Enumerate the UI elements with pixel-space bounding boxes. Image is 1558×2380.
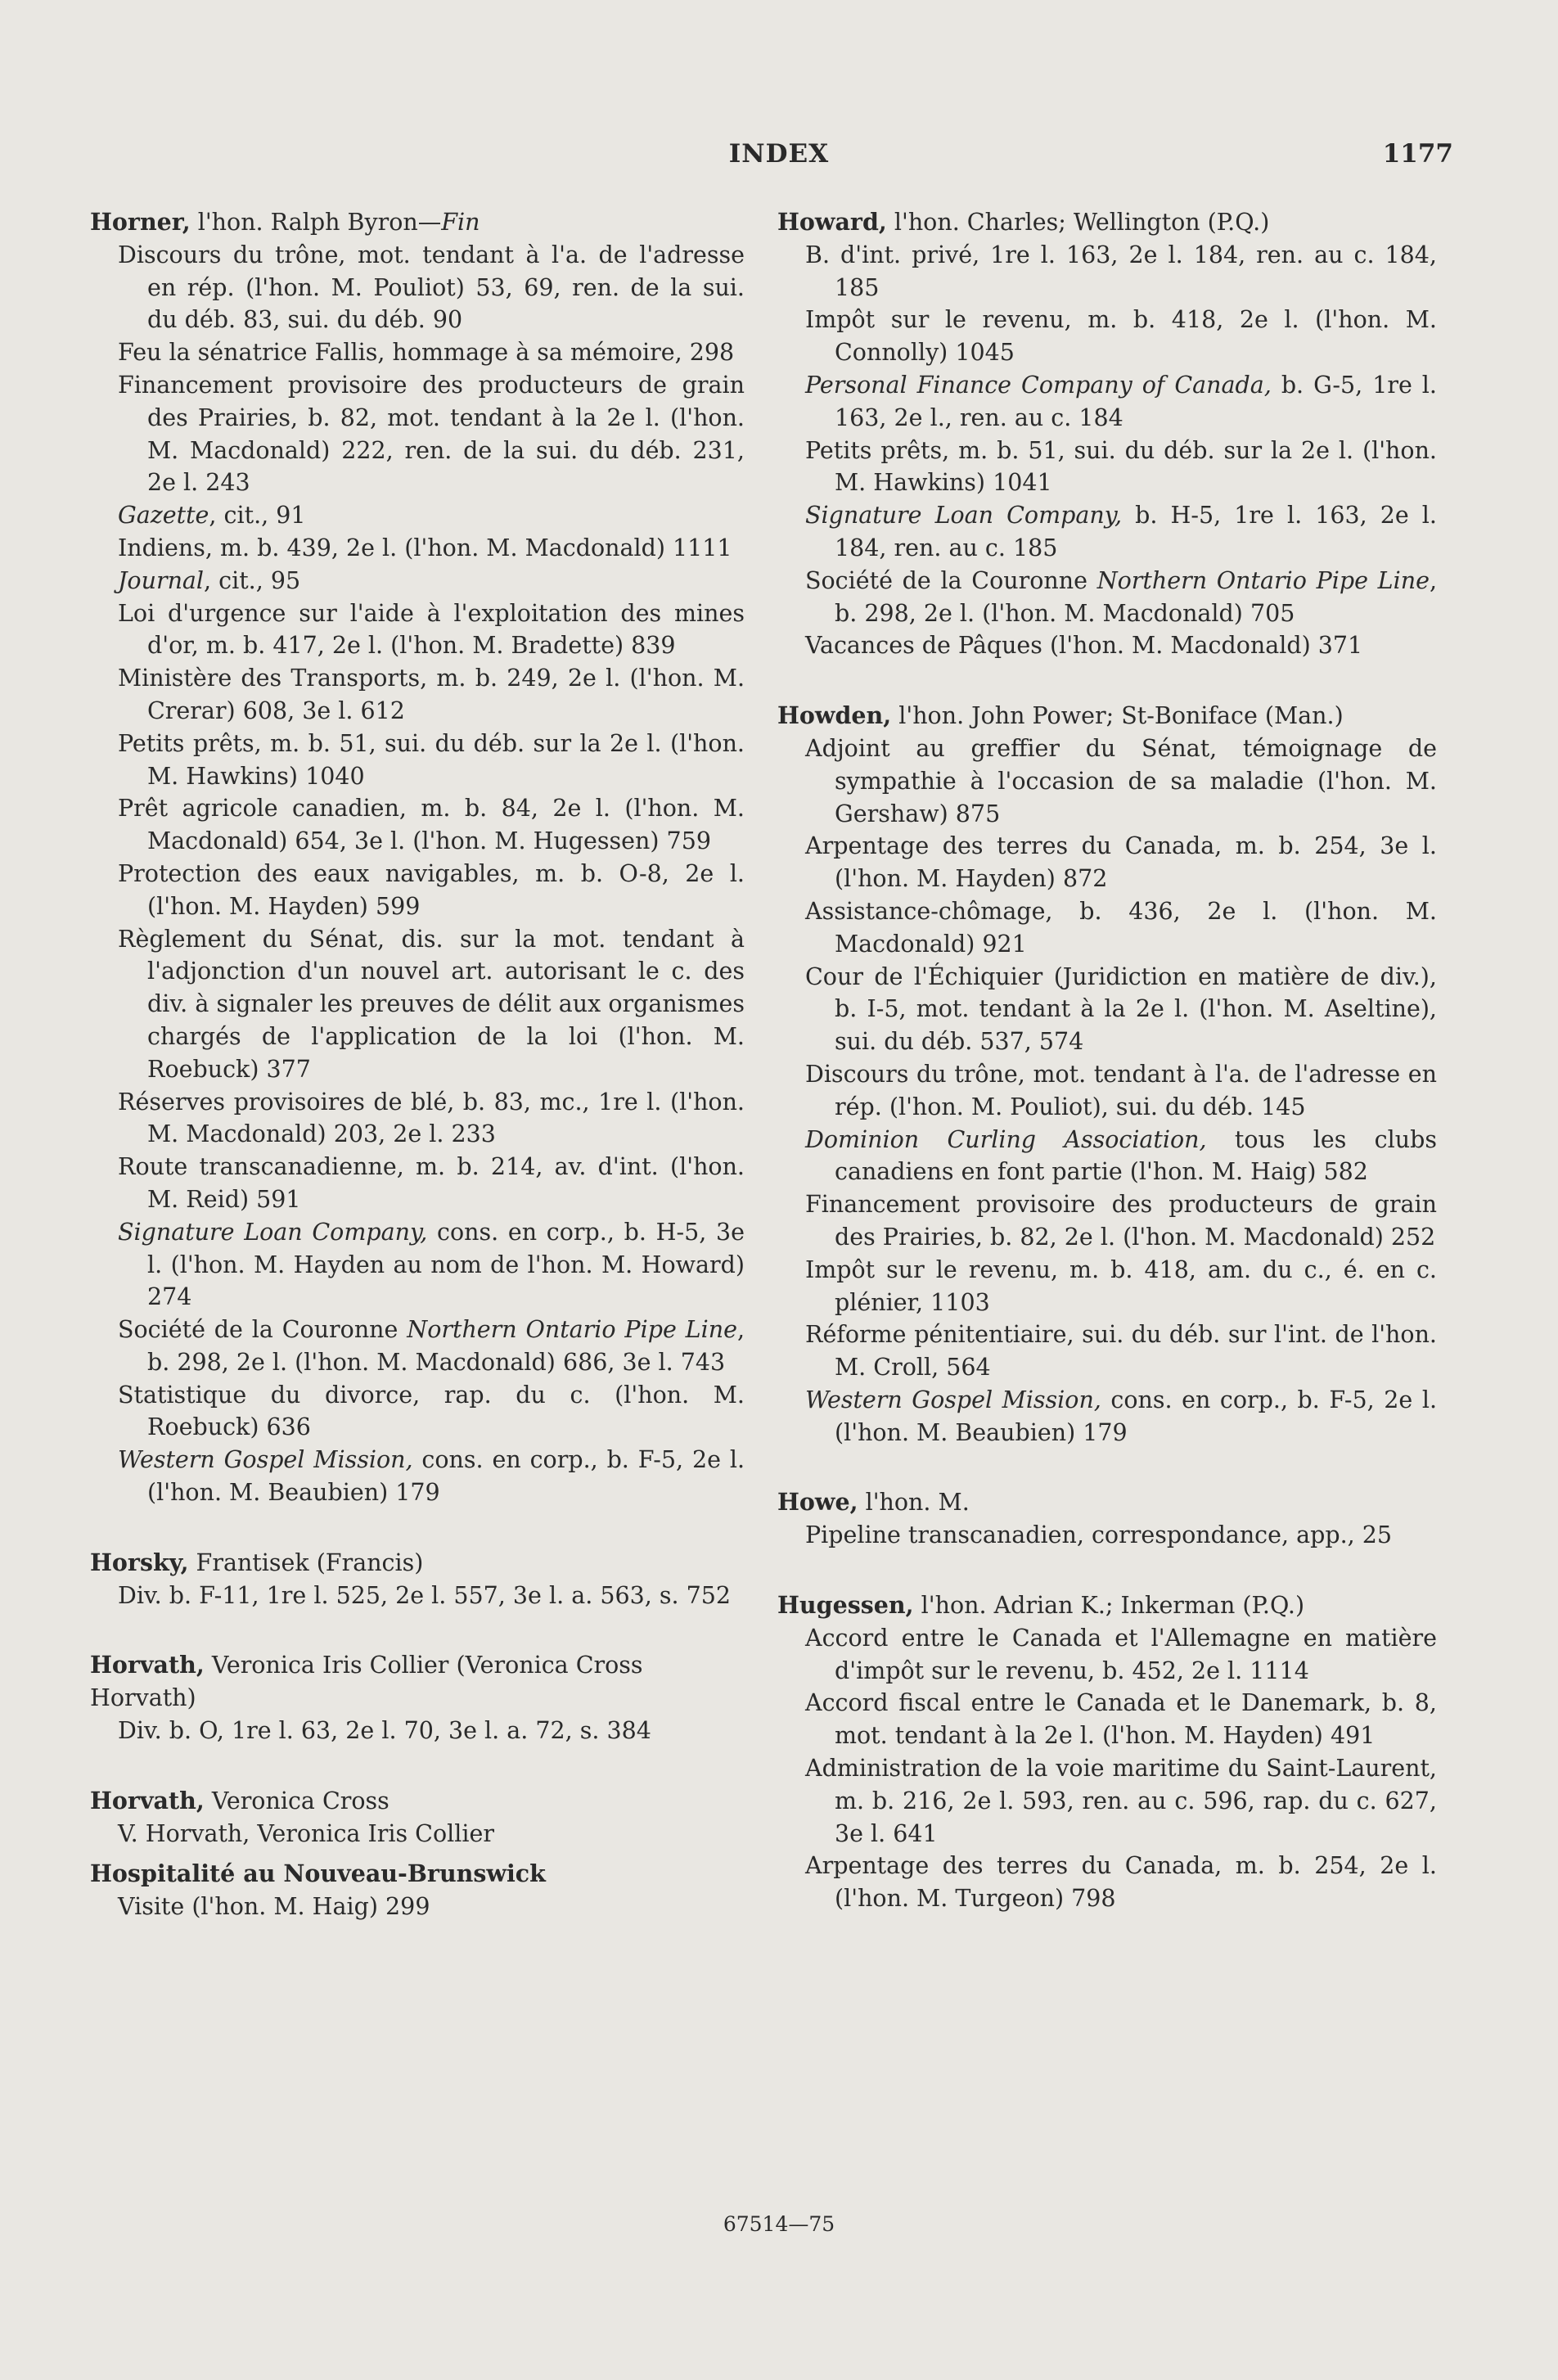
subentry-text: Impôt sur le revenu, m. b. 418, am. du c., é. en c. plénier, 1103 bbox=[805, 1255, 1437, 1316]
entry-descriptor: l'hon. John Power; St-Boniface (Man.) bbox=[891, 702, 1344, 730]
index-subentry bbox=[777, 629, 1437, 662]
index-subentry bbox=[90, 369, 745, 499]
subentry-text: Petits prêts, m. b. 51, sui. du déb. sur la 2e l. (l'hon. M. Hawkins) 1040 bbox=[118, 729, 745, 790]
subentry-text: Impôt sur le revenu, m. b. 418, 2e l. (l'hon. M. Connolly) 1045 bbox=[805, 306, 1437, 367]
entry-name: Howard, bbox=[777, 208, 887, 236]
index-entry-heading bbox=[777, 1486, 1437, 1519]
subentry-text: Vacances de Pâques (l'hon. M. Macdonald) 371 bbox=[805, 632, 1363, 660]
index-subentry bbox=[90, 1580, 745, 1612]
index-subentry bbox=[90, 597, 745, 663]
index-subentry bbox=[777, 732, 1437, 830]
subentry-text: Arpentage des terres du Canada, m. b. 254, 2e l. (l'hon. M. Turgeon) 798 bbox=[805, 1852, 1437, 1913]
index-entry-heading bbox=[777, 1589, 1437, 1622]
entry-name: Howe, bbox=[777, 1488, 858, 1517]
entry-name: Horsky, bbox=[90, 1548, 189, 1576]
entry-name: Horvath, bbox=[90, 1786, 205, 1814]
index-subentry bbox=[777, 304, 1437, 369]
index-subentry bbox=[90, 662, 745, 728]
subentry-text: Route transcanadienne, m. b. 214, av. d'int. (l'hon. M. Reid) 591 bbox=[118, 1153, 745, 1213]
subentry-text: Arpentage des terres du Canada, m. b. 254, 3e l. (l'hon. M. Hayden) 872 bbox=[805, 832, 1437, 893]
subentry-text: Financement provisoire des producteurs de grain des Prairies, b. 82, 2e l. (l'hon. M. Macdonald) 252 bbox=[805, 1191, 1437, 1251]
index-entry bbox=[90, 1547, 745, 1612]
entry-descriptor: l'hon. Ralph Byron— bbox=[190, 209, 442, 236]
subentry-text: Petits prêts, m. b. 51, sui. du déb. sur la 2e l. (l'hon. M. Hawkins) 1041 bbox=[805, 436, 1437, 497]
index-subentry bbox=[777, 499, 1437, 565]
index-subentry bbox=[777, 239, 1437, 304]
entry-descriptor: Veronica Iris Collier (Veronica Cross Horvath) bbox=[90, 1652, 643, 1712]
subentry-text: Société de la Couronne bbox=[805, 566, 1097, 594]
index-subentry bbox=[90, 1086, 745, 1152]
index-subentry bbox=[90, 532, 745, 565]
index-subentry bbox=[777, 895, 1437, 961]
index-entry bbox=[90, 1858, 745, 1923]
index-entry bbox=[777, 1486, 1437, 1552]
index-entry bbox=[777, 700, 1437, 1449]
page-number: 1177 bbox=[1382, 139, 1453, 169]
index-subentry bbox=[90, 923, 745, 1086]
index-subentry bbox=[90, 1444, 745, 1509]
subentry-text: Statistique du divorce, rap. du c. (l'hon. M. Roebuck) 636 bbox=[118, 1381, 745, 1441]
page-footer-code: 67514—75 bbox=[723, 2212, 835, 2236]
entry-name: Hugessen, bbox=[777, 1591, 914, 1620]
entry-descriptor: l'hon. Adrian K.; Inkerman (P.Q.) bbox=[913, 1592, 1305, 1620]
subentry-text: Feu la sénatrice Fallis, hommage à sa mémoire, 298 bbox=[118, 339, 735, 367]
subentry-text: Personal Finance Company of Canada, bbox=[805, 371, 1272, 399]
index-subentry bbox=[90, 1715, 745, 1747]
index-entry bbox=[90, 1785, 745, 1850]
subentry-text: Ministère des Transports, m. b. 249, 2e l. (l'hon. M. Crerar) 608, 3e l. 612 bbox=[118, 665, 745, 724]
index-subentry bbox=[777, 1254, 1437, 1319]
index-subentry bbox=[777, 1519, 1437, 1552]
subentry-text: cons. en corp., b. F-5, 2e l. (l'hon. M. Beaubien) 179 bbox=[835, 1386, 1437, 1446]
left-column bbox=[90, 206, 745, 1923]
subentry-text: Société de la Couronne bbox=[118, 1316, 408, 1344]
subentry-text: , b. 298, 2e l. (l'hon. M. Macdonald) 705 bbox=[835, 566, 1438, 627]
subentry-text: Northern Ontario Pipe Line bbox=[1096, 566, 1430, 594]
subentry-text: Financement provisoire des producteurs de grain des Prairies, b. 82, mot. tendant à la 2e l. (l'hon. M. Macdonald) 222, ren. de la sui. du déb. 231, 2e l. 243 bbox=[118, 371, 745, 497]
index-subentry bbox=[777, 565, 1437, 630]
index-subentry bbox=[777, 1687, 1437, 1752]
subentry-text: Div. b. O, 1re l. 63, 2e l. 70, 3e l. a. 72, s. 384 bbox=[118, 1717, 651, 1745]
entry-name: Horvath, bbox=[90, 1651, 205, 1679]
subentry-text: , cit., 95 bbox=[204, 566, 301, 594]
index-subentry bbox=[777, 830, 1437, 895]
index-subentry bbox=[777, 1384, 1437, 1449]
subentry-text: Div. b. F-11, 1re l. 525, 2e l. 557, 3e l. a. 563, s. 752 bbox=[118, 1581, 731, 1609]
subentry-text: Adjoint au greffier du Sénat, témoignage de sympathie à l'occasion de sa maladie (l'hon. M. Gershaw) 875 bbox=[805, 734, 1437, 827]
page-header-title: INDEX bbox=[728, 139, 830, 169]
subentry-text: Western Gospel Mission, bbox=[118, 1446, 413, 1474]
index-subentry bbox=[90, 336, 745, 369]
index-entry bbox=[777, 1589, 1437, 1915]
index-subentry bbox=[777, 369, 1437, 435]
subentry-text: Administration de la voie maritime du Saint-Laurent, m. b. 216, 2e l. 593, ren. au c. 596, rap. du c. 627, 3e l. 641 bbox=[805, 1755, 1437, 1847]
entry-descriptor: Frantisek (Francis) bbox=[188, 1548, 424, 1576]
index-subentry bbox=[777, 1124, 1437, 1189]
index-entry-heading bbox=[90, 1785, 745, 1818]
index-entry bbox=[777, 206, 1437, 662]
entry-name: Howden, bbox=[777, 701, 892, 730]
index-subentry bbox=[90, 1314, 745, 1379]
subentry-text: Journal bbox=[118, 566, 205, 594]
index-subentry bbox=[90, 499, 745, 532]
subentry-text: Réforme pénitentiaire, sui. du déb. sur l'int. de l'hon. M. Croll, 564 bbox=[805, 1321, 1437, 1382]
subentry-text: Discours du trône, mot. tendant à l'a. de l'adresse en rép. (l'hon. M. Pouliot) 53, 69, ren. de la sui. du déb. 83, sui. du déb. 90 bbox=[118, 241, 745, 334]
subentry-text: Gazette bbox=[118, 502, 209, 530]
subentry-text: Réserves provisoires de blé, b. 83, mc., 1re l. (l'hon. M. Macdonald) 203, 2e l. 233 bbox=[118, 1088, 745, 1148]
index-entry-heading bbox=[90, 206, 745, 239]
subentry-text: Western Gospel Mission, bbox=[805, 1386, 1101, 1413]
subentry-text: , cit., 91 bbox=[209, 502, 306, 530]
subentry-text: tous les clubs canadiens en font partie (l'hon. M. Haig) 582 bbox=[835, 1125, 1437, 1186]
subentry-text: B. d'int. privé, 1re l. 163, 2e l. 184, ren. au c. 184, 185 bbox=[805, 241, 1437, 301]
subentry-text: Accord entre le Canada et l'Allemagne en matière d'impôt sur le revenu, b. 452, 2e l. 1114 bbox=[805, 1624, 1437, 1684]
subentry-text: cons. en corp., b. H-5, 3e l. (l'hon. M. Hayden au nom de l'hon. M. Howard) 274 bbox=[147, 1218, 745, 1311]
subentry-text: Signature Loan Company, bbox=[805, 502, 1123, 530]
subentry-text: Pipeline transcanadien, correspondance, app., 25 bbox=[805, 1521, 1393, 1549]
index-subentry bbox=[90, 1151, 745, 1216]
subentry-text: cons. en corp., b. F-5, 2e l. (l'hon. M. Beaubien) 179 bbox=[147, 1446, 745, 1507]
entry-descriptor: l'hon. Charles; Wellington (P.Q.) bbox=[886, 209, 1270, 236]
entry-name: Horner, bbox=[90, 208, 191, 236]
subentry-text: Dominion Curling Association, bbox=[805, 1125, 1207, 1153]
subentry-text: Discours du trône, mot. tendant à l'a. de l'adresse en rép. (l'hon. M. Pouliot), sui. du déb. 145 bbox=[805, 1060, 1437, 1120]
index-subentry bbox=[90, 792, 745, 858]
subentry-text: Visite (l'hon. M. Haig) 299 bbox=[118, 1893, 430, 1921]
entry-descriptor: l'hon. M. bbox=[858, 1489, 970, 1517]
right-column bbox=[777, 206, 1437, 1915]
index-entry-heading bbox=[90, 1547, 745, 1580]
entry-name: Hospitalité au Nouveau-Brunswick bbox=[90, 1859, 546, 1888]
index-subentry bbox=[90, 728, 745, 793]
subentry-text: Protection des eaux navigables, m. b. O-8, 2e l. (l'hon. M. Hayden) 599 bbox=[118, 859, 745, 920]
index-subentry bbox=[90, 239, 745, 336]
subentry-text: V. Horvath, Veronica Iris Collier bbox=[118, 1819, 494, 1847]
subentry-text: Indiens, m. b. 439, 2e l. (l'hon. M. Macdonald) 1111 bbox=[118, 534, 732, 561]
subentry-text: Accord fiscal entre le Canada et le Danemark, b. 8, mot. tendant à la 2e l. (l'hon. M. Hayden) 491 bbox=[805, 1689, 1437, 1750]
subentry-text: b. G-5, 1re l. 163, 2e l., ren. au c. 184 bbox=[835, 371, 1437, 431]
subentry-text: Assistance-chômage, b. 436, 2e l. (l'hon. M. Macdonald) 921 bbox=[805, 897, 1437, 958]
index-entry-heading bbox=[90, 1649, 745, 1715]
index-subentry bbox=[90, 565, 745, 597]
subentry-text: Loi d'urgence sur l'aide à l'exploitation des mines d'or, m. b. 417, 2e l. (l'hon. M. Bradette) 839 bbox=[118, 599, 745, 660]
index-entry bbox=[90, 206, 745, 1509]
index-subentry bbox=[777, 1058, 1437, 1124]
subentry-text: b. H-5, 1re l. 163, 2e l. 184, ren. au c. 185 bbox=[835, 502, 1437, 561]
index-subentry bbox=[90, 1891, 745, 1923]
subentry-text: Règlement du Sénat, dis. sur la mot. tendant à l'adjonction d'un nouvel art. autorisant le c. des div. à signaler les preuves de délit aux organismes chargés de l'application de la loi (l'hon. M. Roebuck) 377 bbox=[118, 925, 745, 1083]
index-entry-heading bbox=[777, 206, 1437, 239]
index-subentry bbox=[777, 1188, 1437, 1254]
index-subentry bbox=[777, 961, 1437, 1058]
index-entry-heading bbox=[90, 1858, 745, 1891]
index-subentry bbox=[777, 1752, 1437, 1850]
index-subentry bbox=[777, 1850, 1437, 1915]
subentry-text: , b. 298, 2e l. (l'hon. M. Macdonald) 686, 3e l. 743 bbox=[147, 1316, 745, 1376]
entry-descriptor: Veronica Cross bbox=[204, 1787, 390, 1814]
index-subentry bbox=[90, 1216, 745, 1314]
index-entry-heading bbox=[777, 700, 1437, 732]
index-entry bbox=[90, 1649, 745, 1747]
subentry-text: Cour de l'Échiquier (Juridiction en matière de div.), b. I-5, mot. tendant à la 2e l. (l'hon. M. Aseltine), sui. du déb. 537, 574 bbox=[805, 962, 1437, 1056]
subentry-text: Signature Loan Company, bbox=[118, 1218, 428, 1246]
index-subentry bbox=[90, 1379, 745, 1445]
index-subentry bbox=[777, 435, 1437, 500]
index-subentry bbox=[777, 1318, 1437, 1384]
index-subentry bbox=[90, 858, 745, 923]
index-subentry bbox=[777, 1622, 1437, 1688]
subentry-text: Prêt agricole canadien, m. b. 84, 2e l. (l'hon. M. Macdonald) 654, 3e l. (l'hon. M. Hugessen) 759 bbox=[118, 795, 745, 855]
subentry-text: Northern Ontario Pipe Line bbox=[407, 1316, 737, 1344]
entry-descriptor-italic: Fin bbox=[441, 209, 480, 236]
index-subentry bbox=[90, 1818, 745, 1850]
